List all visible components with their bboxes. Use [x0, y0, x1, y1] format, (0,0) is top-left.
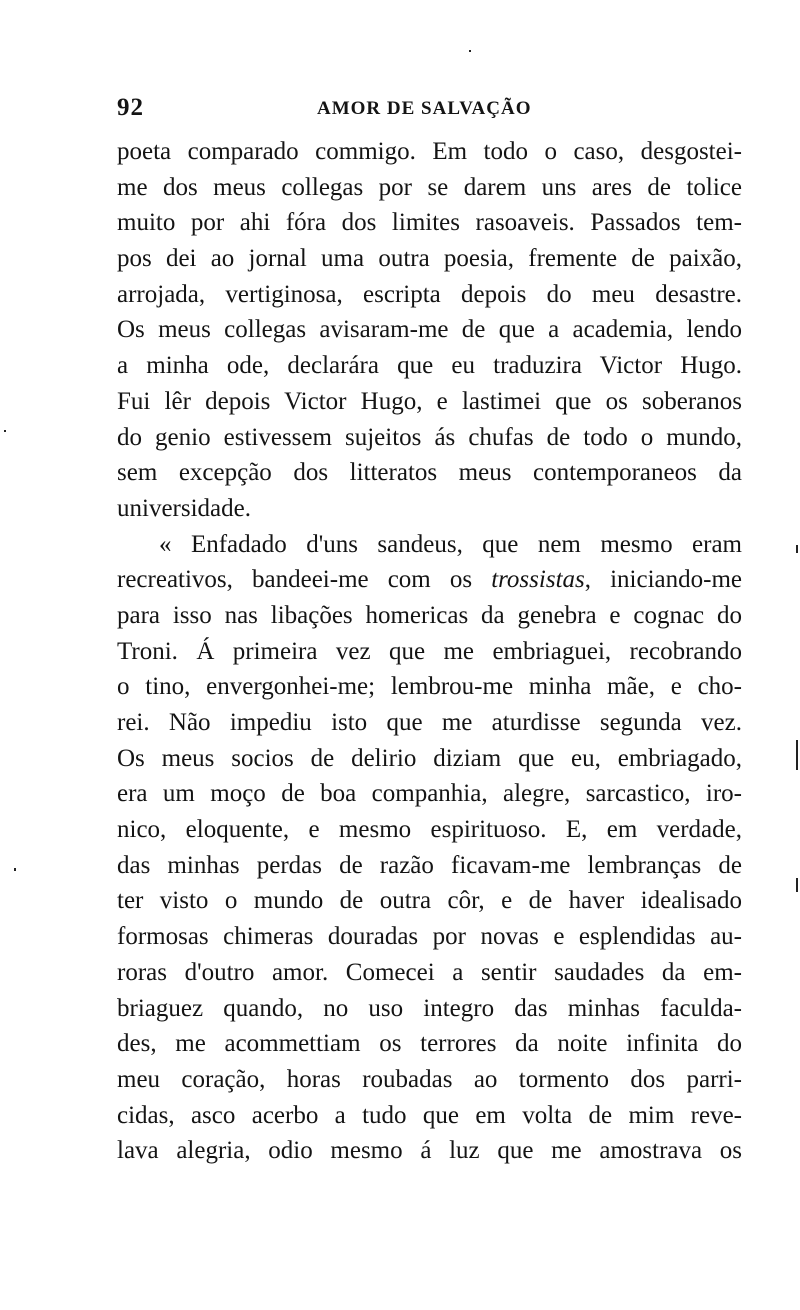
text-line: lava alegria, odio mesmo á luz que me amostrava os	[117, 1137, 742, 1165]
text-line: Fui lêr depois Victor Hugo, e lastimei que os soberanos	[117, 387, 742, 415]
page-number: 92	[117, 94, 144, 121]
text-line: do genio estivessem sujeitos ás chufas de todo o mundo,	[117, 423, 742, 451]
text-line-with-italic	[117, 562, 742, 598]
paragraph-end-line: universidade.	[117, 494, 251, 522]
text-line: ter visto o mundo de outra côr, e de haver idealisado	[117, 887, 742, 915]
text-line: era um moço de boa companhia, alegre, sarcastico, iro-	[117, 780, 742, 808]
text-segment: , iniciando-me	[584, 566, 742, 594]
text-line: roras d'outro amor. Comecei a sentir saudades da em-	[117, 958, 742, 986]
text-line: rei. Não impediu isto que me aturdisse segunda vez.	[117, 709, 742, 736]
text-line: poeta comparado commigo. Em todo o caso, desgostei-	[117, 138, 742, 165]
scan-speck	[14, 868, 16, 871]
paragraph-start-line: « Enfadado d'uns sandeus, que nem mesmo eram	[159, 530, 742, 558]
scan-speck	[796, 878, 798, 892]
text-line: briaguez quando, no uso integro das minhas faculda-	[117, 994, 742, 1022]
scan-speck	[469, 50, 471, 52]
running-title: AMOR DE SALVAÇÃO	[317, 98, 532, 119]
text-line: das minhas perdas de razão ficavam-me lembranças de	[117, 851, 742, 879]
text-line: meu coração, horas roubadas ao tormento dos parri-	[117, 1065, 742, 1093]
body-text	[117, 134, 742, 1169]
scan-speck	[4, 430, 6, 432]
text-line: nico, eloquente, e mesmo espirituoso. E, em verdade,	[117, 816, 742, 844]
text-line: Troni. Á primeira vez que me embriaguei, recobrando	[117, 637, 742, 665]
italic-term: trossistas	[491, 566, 585, 594]
text-line: para isso nas libações homericas da genebra e cognac do	[117, 601, 742, 629]
text-line: pos dei ao jornal uma outra poesia, fremente de paixão,	[117, 245, 742, 273]
text-line: muito por ahi fóra dos limites rasoaveis. Passados tem-	[117, 209, 742, 237]
text-line: Os meus socios de delirio diziam que eu, embriagado,	[117, 744, 742, 772]
page-header	[117, 94, 742, 128]
scan-speck	[796, 545, 798, 553]
text-line: sem excepção dos litteratos meus contemporaneos da	[117, 459, 742, 487]
scan-speck	[796, 740, 798, 770]
text-line: des, me acommettiam os terrores da noite infinita do	[117, 1030, 742, 1058]
text-line: cidas, asco acerbo a tudo que em volta de mim reve-	[117, 1101, 742, 1129]
text-line: arrojada, vertiginosa, escripta depois do meu desastre.	[117, 280, 742, 308]
text-line: a minha ode, declarára que eu traduzira Victor Hugo.	[117, 352, 742, 380]
text-line: me dos meus collegas por se darem uns ares de tolice	[117, 173, 742, 201]
text-line: Os meus collegas avisaram-me de que a academia, lendo	[117, 316, 742, 344]
text-line: o tino, envergonhei-me; lembrou-me minha mãe, e cho-	[117, 673, 742, 701]
text-segment: recreativos, bandeei-me com os	[117, 566, 492, 594]
text-line: formosas chimeras douradas por novas e esplendidas au-	[117, 923, 742, 951]
